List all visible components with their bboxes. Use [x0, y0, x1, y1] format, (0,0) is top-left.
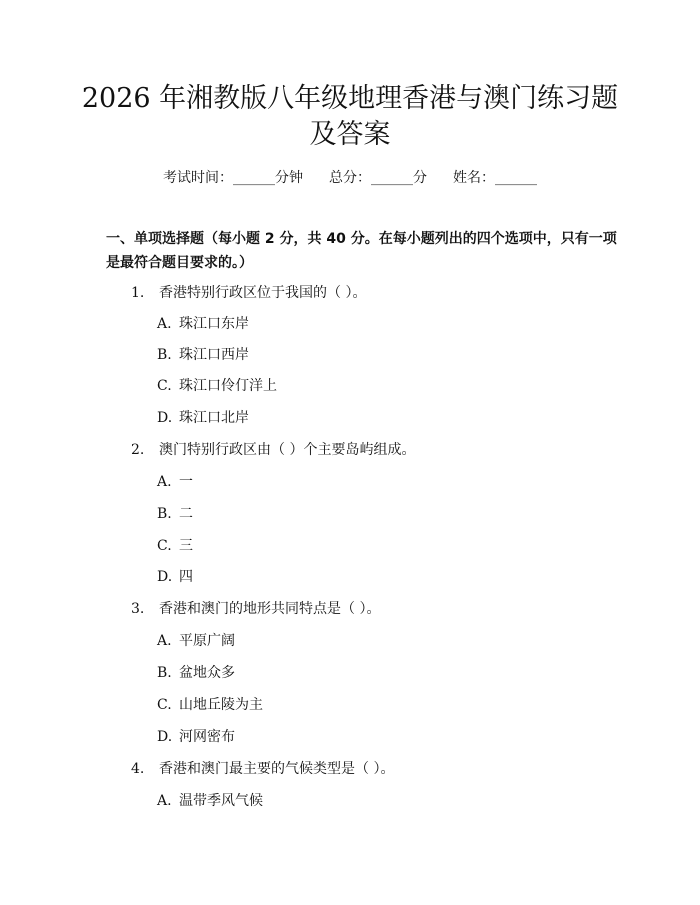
- option-text: 珠江口东岸: [179, 316, 249, 332]
- option-letter: B.: [157, 665, 172, 681]
- option-2d: [157, 567, 193, 587]
- option-text: 平原广阔: [179, 633, 235, 649]
- option-letter: D.: [157, 729, 173, 745]
- question-number: 1.: [131, 285, 145, 301]
- option-1a: [157, 314, 249, 334]
- option-3d: [157, 727, 235, 747]
- option-text: 珠江口伶仃洋上: [179, 378, 277, 394]
- option-1d: [157, 408, 249, 428]
- option-3b: [157, 663, 235, 683]
- question-text: 香港和澳门最主要的气候类型是（ ）。: [159, 761, 395, 777]
- option-text: 四: [179, 569, 193, 585]
- option-letter: A.: [157, 316, 172, 332]
- question-1: [131, 283, 366, 303]
- option-text: 山地丘陵为主: [179, 697, 263, 713]
- option-text: 盆地众多: [179, 665, 235, 681]
- page-title-line2: 及答案: [309, 119, 391, 150]
- question-3: [131, 599, 380, 619]
- option-letter: C.: [157, 697, 172, 713]
- option-letter: B.: [157, 347, 172, 363]
- option-3a: [157, 631, 235, 651]
- option-2b: [157, 504, 193, 524]
- option-text: 河网密布: [179, 729, 235, 745]
- page-title-line1: 2026 年湘教版八年级地理香港与澳门练习题: [81, 83, 619, 114]
- exam-time-field: 考试时间：______分钟: [163, 170, 303, 186]
- exam-score-field: 总分：______分: [329, 170, 427, 186]
- option-1b: [157, 345, 249, 365]
- exam-name-field: 姓名：______: [453, 170, 537, 186]
- question-number: 3.: [131, 601, 145, 617]
- option-text: 一: [179, 474, 193, 490]
- option-4a: [157, 791, 263, 811]
- section-header-line1: 一、单项选择题（每小题 2 分，共 40 分。在每小题列出的四个选项中，只有一项: [106, 231, 617, 247]
- question-4: [131, 759, 394, 779]
- option-text: 温带季风气候: [179, 793, 263, 809]
- exam-info: [0, 168, 700, 188]
- option-letter: D.: [157, 569, 173, 585]
- option-letter: A.: [157, 474, 172, 490]
- option-3c: [157, 695, 263, 715]
- option-letter: A.: [157, 793, 172, 809]
- option-2c: [157, 536, 193, 556]
- option-letter: C.: [157, 538, 172, 554]
- question-text: 澳门特别行政区由（ ）个主要岛屿组成。: [159, 442, 416, 458]
- option-text: 二: [179, 506, 193, 522]
- option-letter: D.: [157, 410, 173, 426]
- option-letter: A.: [157, 633, 172, 649]
- option-2a: [157, 472, 193, 492]
- option-text: 珠江口西岸: [179, 347, 249, 363]
- question-number: 4.: [131, 761, 145, 777]
- option-1c: [157, 376, 277, 396]
- section-header-line2: 是最符合题目要求的。）: [106, 255, 253, 271]
- option-letter: C.: [157, 378, 172, 394]
- option-text: 三: [179, 538, 193, 554]
- question-number: 2.: [131, 442, 145, 458]
- question-text: 香港特别行政区位于我国的（ ）。: [159, 285, 367, 301]
- question-2: [131, 440, 415, 460]
- question-text: 香港和澳门的地形共同特点是（ ）。: [159, 601, 381, 617]
- option-text: 珠江口北岸: [179, 410, 249, 426]
- option-letter: B.: [157, 506, 172, 522]
